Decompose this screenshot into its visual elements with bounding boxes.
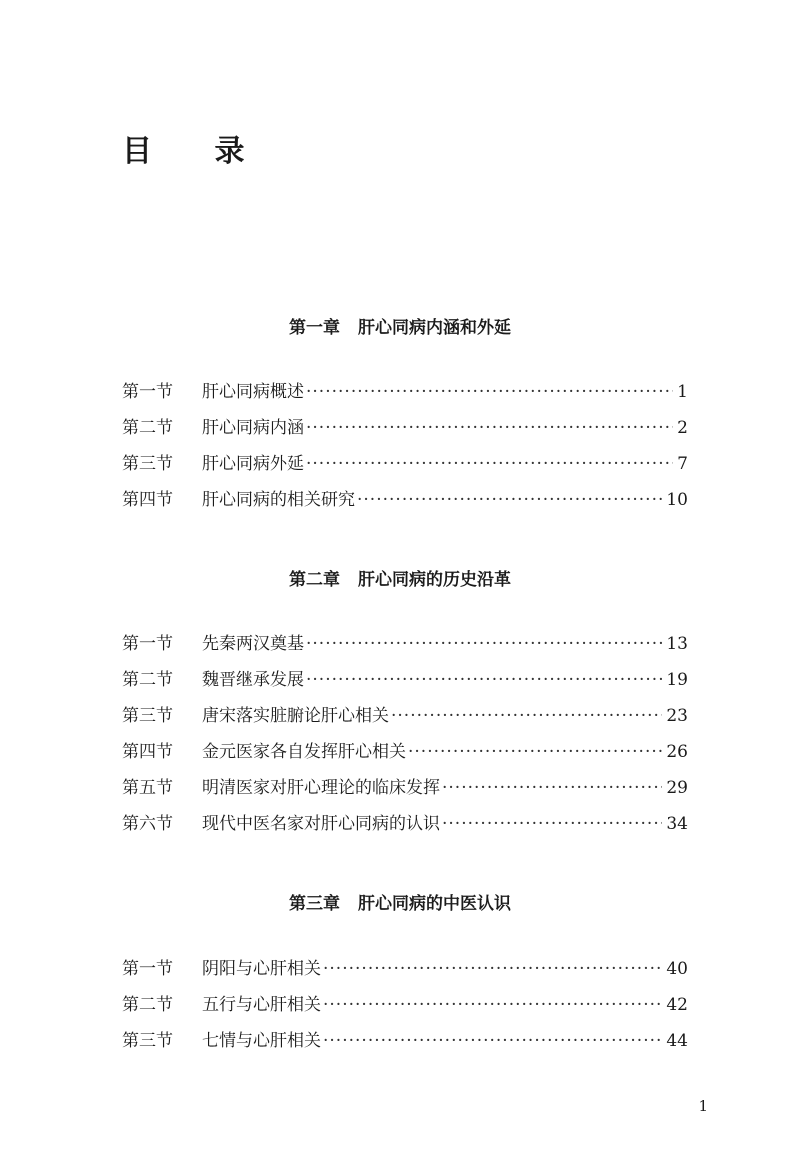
toc-entry[interactable] xyxy=(122,381,688,417)
section-title: 肝心同病概述 xyxy=(202,382,304,402)
toc-entry[interactable] xyxy=(122,705,688,741)
section-title: 金元医家各自发挥肝心相关 xyxy=(202,742,406,762)
toc-entry[interactable] xyxy=(122,1030,688,1066)
page-ref: 13 xyxy=(666,634,688,654)
toc-entry[interactable] xyxy=(122,633,688,669)
section-title: 明清医家对肝心理论的临床发挥 xyxy=(202,778,440,798)
chapter-number: 第一章 xyxy=(289,318,340,338)
section-title: 肝心同病外延 xyxy=(202,454,304,474)
leader-dots xyxy=(306,669,662,691)
page-ref: 26 xyxy=(666,742,688,762)
page-ref: 19 xyxy=(666,670,688,690)
chapter-2-sections xyxy=(122,633,688,849)
leader-dots xyxy=(323,958,662,980)
toc-entry[interactable] xyxy=(122,489,688,525)
toc-entry[interactable] xyxy=(122,813,688,849)
chapter-heading-1 xyxy=(0,317,800,339)
leader-dots xyxy=(323,1030,662,1052)
page-ref: 44 xyxy=(666,1031,688,1051)
section-number: 第一节 xyxy=(122,634,173,654)
section-number: 第五节 xyxy=(122,778,173,798)
section-number: 第四节 xyxy=(122,490,173,510)
section-title: 魏晋继承发展 xyxy=(202,670,304,690)
section-number: 第三节 xyxy=(122,1031,173,1051)
section-number: 第二节 xyxy=(122,995,173,1015)
section-title: 先秦两汉奠基 xyxy=(202,634,304,654)
toc-entry[interactable] xyxy=(122,741,688,777)
section-title: 七情与心肝相关 xyxy=(202,1031,321,1051)
chapter-1-sections xyxy=(122,381,688,525)
section-number: 第一节 xyxy=(122,959,173,979)
section-number: 第三节 xyxy=(122,454,173,474)
leader-dots xyxy=(357,489,662,511)
section-number: 第一节 xyxy=(122,382,173,402)
page-ref: 7 xyxy=(677,454,688,474)
leader-dots xyxy=(306,453,673,475)
page-ref: 23 xyxy=(666,706,688,726)
page-ref: 42 xyxy=(666,995,688,1015)
toc-entry[interactable] xyxy=(122,958,688,994)
section-title: 现代中医名家对肝心同病的认识 xyxy=(202,814,440,834)
toc-entry[interactable] xyxy=(122,994,688,1030)
leader-dots xyxy=(323,994,662,1016)
leader-dots xyxy=(391,705,662,727)
chapter-heading-3 xyxy=(0,893,800,915)
chapter-title: 肝心同病内涵和外延 xyxy=(358,318,511,338)
toc-entry[interactable] xyxy=(122,417,688,453)
page-ref: 40 xyxy=(666,959,688,979)
leader-dots xyxy=(408,741,662,763)
section-number: 第三节 xyxy=(122,706,173,726)
section-title: 阴阳与心肝相关 xyxy=(202,959,321,979)
leader-dots xyxy=(442,777,662,799)
leader-dots xyxy=(442,813,662,835)
page-ref: 34 xyxy=(666,814,688,834)
toc-title: 目 录 xyxy=(122,134,271,169)
section-title: 五行与心肝相关 xyxy=(202,995,321,1015)
chapter-title: 肝心同病的中医认识 xyxy=(358,894,511,914)
section-number: 第二节 xyxy=(122,418,173,438)
chapter-heading-2 xyxy=(0,569,800,591)
leader-dots xyxy=(306,633,662,655)
chapter-title: 肝心同病的历史沿革 xyxy=(358,570,511,590)
chapter-3-sections xyxy=(122,958,688,1066)
chapter-number: 第二章 xyxy=(289,570,340,590)
leader-dots xyxy=(306,381,673,403)
section-number: 第二节 xyxy=(122,670,173,690)
leader-dots xyxy=(306,417,673,439)
page-ref: 29 xyxy=(666,778,688,798)
page-number: 1 xyxy=(698,1097,708,1115)
chapter-number: 第三章 xyxy=(289,894,340,914)
page-ref: 1 xyxy=(677,382,688,402)
section-title: 肝心同病内涵 xyxy=(202,418,304,438)
section-title: 肝心同病的相关研究 xyxy=(202,490,355,510)
page-ref: 2 xyxy=(677,418,688,438)
section-number: 第四节 xyxy=(122,742,173,762)
section-title: 唐宋落实脏腑论肝心相关 xyxy=(202,706,389,726)
toc-entry[interactable] xyxy=(122,669,688,705)
page-ref: 10 xyxy=(666,490,688,510)
toc-entry[interactable] xyxy=(122,453,688,489)
section-number: 第六节 xyxy=(122,814,173,834)
toc-entry[interactable] xyxy=(122,777,688,813)
